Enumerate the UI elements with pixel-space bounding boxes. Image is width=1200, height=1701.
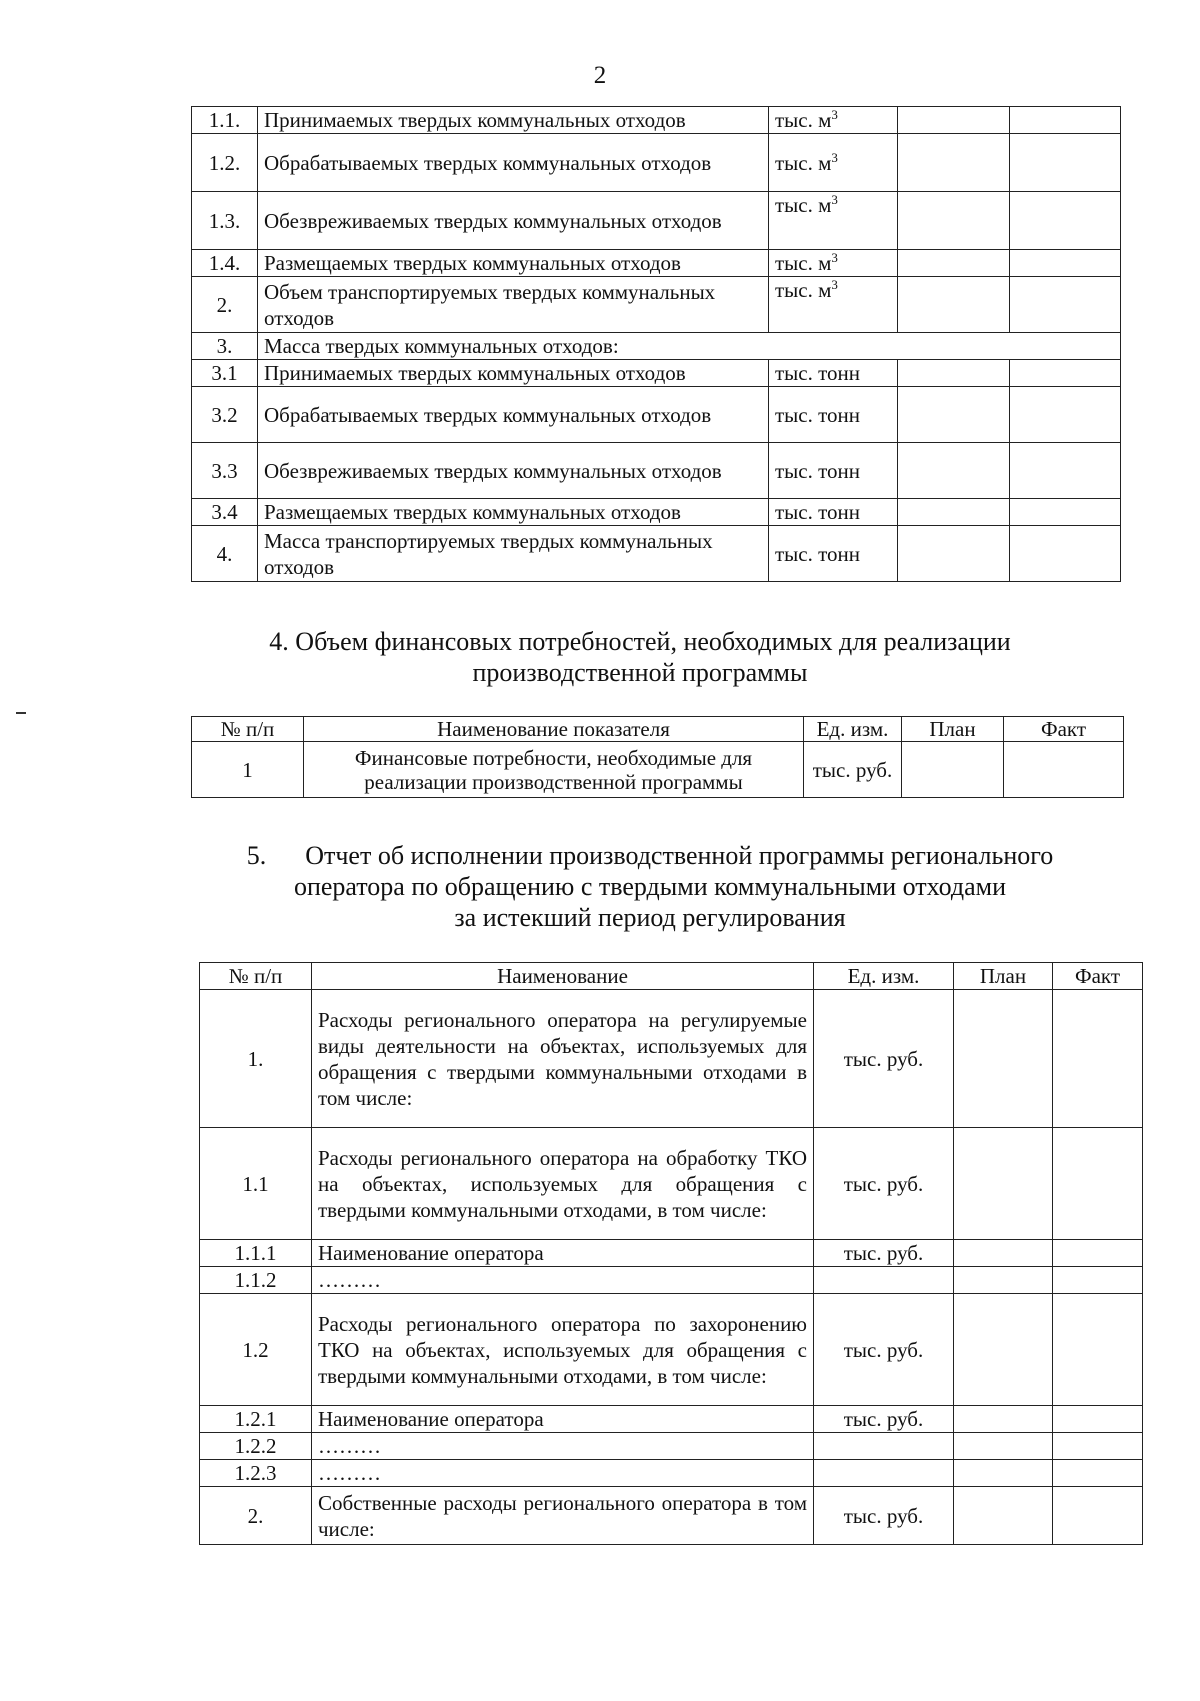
row-name: Расходы регионального оператора по захоронению ТКО на объектах, используемых для обращения с твердыми коммунальными отходами, в том числе: xyxy=(312,1294,814,1406)
plan-cell xyxy=(898,387,1010,443)
table-row xyxy=(192,107,1121,134)
plan-cell xyxy=(898,107,1010,134)
section-5-title-line-3: за истекший период регулирования xyxy=(454,903,846,932)
table-row xyxy=(192,742,1124,798)
row-number: 1.2.2 xyxy=(200,1433,312,1460)
header-name: Наименование xyxy=(312,963,814,990)
table-row xyxy=(200,1240,1143,1267)
table-header-row xyxy=(192,717,1124,742)
row-number: 2. xyxy=(200,1487,312,1545)
row-name: Принимаемых твердых коммунальных отходов xyxy=(258,107,769,134)
row-number: 1.4. xyxy=(192,250,258,277)
page-number: 2 xyxy=(593,62,607,89)
fact-cell xyxy=(1010,250,1121,277)
header-unit: Ед. изм. xyxy=(814,963,954,990)
row-number: 1.1. xyxy=(192,107,258,134)
table-row xyxy=(192,333,1121,360)
fact-cell xyxy=(1053,1406,1143,1433)
row-unit: тыс. $м^3$ xyxy=(769,277,898,333)
plan-cell xyxy=(954,1240,1053,1267)
row-unit: тыс. руб. xyxy=(814,1128,954,1240)
row-number: 1.2.3 xyxy=(200,1460,312,1487)
plan-cell xyxy=(954,1294,1053,1406)
row-number: 3.1 xyxy=(192,360,258,387)
row-name: Масса транспортируемых твердых коммунальных отходов xyxy=(258,526,769,582)
header-fact: Факт xyxy=(1053,963,1143,990)
row-number: 1.1.1 xyxy=(200,1240,312,1267)
row-unit: тыс. руб. xyxy=(804,742,902,798)
table-row xyxy=(192,250,1121,277)
row-unit: тыс. тонн xyxy=(769,526,898,582)
fact-cell xyxy=(1010,192,1121,250)
row-name: Обезвреживаемых твердых коммунальных отходов xyxy=(258,443,769,499)
table-row xyxy=(200,1294,1143,1406)
row-unit: тыс. $м^3$ xyxy=(769,107,898,134)
section-5-title-line-1: 5. Отчет об исполнении производственной программы регионального xyxy=(246,841,1054,870)
row-name: Обрабатываемых твердых коммунальных отходов xyxy=(258,387,769,443)
row-number: 1.3. xyxy=(192,192,258,250)
row-name: Расходы регионального оператора на регулируемые виды деятельности на объектах, используемых для обращения с твердыми коммунальными отходами в том числе: xyxy=(312,990,814,1128)
plan-cell xyxy=(954,1460,1053,1487)
row-name: Обезвреживаемых твердых коммунальных отходов xyxy=(258,192,769,250)
plan-cell xyxy=(898,192,1010,250)
table-row xyxy=(192,499,1121,526)
row-unit: тыс. $м^3$ xyxy=(769,250,898,277)
fact-cell xyxy=(1010,499,1121,526)
header-number: № п/п xyxy=(200,963,312,990)
header-fact: Факт xyxy=(1004,717,1124,742)
fact-cell xyxy=(1053,1460,1143,1487)
table-row xyxy=(192,192,1121,250)
fact-cell xyxy=(1010,387,1121,443)
table-row xyxy=(192,443,1121,499)
row-number: 3.2 xyxy=(192,387,258,443)
fact-cell xyxy=(1010,443,1121,499)
table-row xyxy=(200,1460,1143,1487)
plan-cell xyxy=(954,1487,1053,1545)
table-row xyxy=(200,990,1143,1128)
header-number: № п/п xyxy=(192,717,304,742)
fact-cell xyxy=(1010,360,1121,387)
plan-cell xyxy=(954,990,1053,1128)
plan-cell xyxy=(898,526,1010,582)
row-name: ……… xyxy=(312,1460,814,1487)
plan-cell xyxy=(898,250,1010,277)
table-row xyxy=(200,1267,1143,1294)
row-name: Размещаемых твердых коммунальных отходов xyxy=(258,250,769,277)
row-unit: тыс. тонн xyxy=(769,443,898,499)
section-4-title-line-2: производственной программы xyxy=(472,658,808,687)
row-name: Объем транспортируемых твердых коммунальных отходов xyxy=(258,277,769,333)
header-unit: Ед. изм. xyxy=(804,717,902,742)
row-number: 4. xyxy=(192,526,258,582)
row-name: Принимаемых твердых коммунальных отходов xyxy=(258,360,769,387)
row-unit: тыс. $м^3$ xyxy=(769,192,898,250)
section-5-title-line-2: оператора по обращению с твердыми коммунальными отходами xyxy=(293,872,1007,901)
section-5-title xyxy=(0,840,1200,933)
fact-cell xyxy=(1010,526,1121,582)
plan-cell xyxy=(954,1406,1053,1433)
table-row xyxy=(192,387,1121,443)
row-name: Финансовые потребности, необходимые для реализации производственной программы xyxy=(304,742,804,798)
fact-cell xyxy=(1010,107,1121,134)
table-row xyxy=(200,1406,1143,1433)
row-unit: тыс. руб. xyxy=(814,990,954,1128)
row-name: Наименование оператора xyxy=(312,1240,814,1267)
row-unit: тыс. тонн xyxy=(769,360,898,387)
row-number: 2. xyxy=(192,277,258,333)
row-unit xyxy=(814,1433,954,1460)
row-number: 1.2. xyxy=(192,134,258,192)
section-4-title-line-1: 4. Объем финансовых потребностей, необходимых для реализации xyxy=(269,627,1011,656)
row-unit: тыс. руб. xyxy=(814,1487,954,1545)
row-unit: тыс. $м^3$ xyxy=(769,134,898,192)
row-number: 3.4 xyxy=(192,499,258,526)
row-name: ……… xyxy=(312,1267,814,1294)
fact-cell xyxy=(1053,1294,1143,1406)
section-4-title xyxy=(0,626,1200,688)
plan-cell xyxy=(898,499,1010,526)
row-unit xyxy=(814,1460,954,1487)
row-number: 1.1 xyxy=(200,1128,312,1240)
header-plan: План xyxy=(902,717,1004,742)
row-name: Обрабатываемых твердых коммунальных отходов xyxy=(258,134,769,192)
table-row xyxy=(192,360,1121,387)
scan-mark xyxy=(16,712,26,714)
financial-needs-table xyxy=(191,716,1124,798)
table-row xyxy=(200,1128,1143,1240)
row-number: 3. xyxy=(192,333,258,360)
row-number: 1.2 xyxy=(200,1294,312,1406)
row-name: Размещаемых твердых коммунальных отходов xyxy=(258,499,769,526)
row-name: Масса твердых коммунальных отходов: xyxy=(258,333,1121,360)
table-row xyxy=(192,526,1121,582)
table-row xyxy=(200,1433,1143,1460)
row-unit: тыс. тонн xyxy=(769,499,898,526)
table-row xyxy=(192,277,1121,333)
row-name: ……… xyxy=(312,1433,814,1460)
row-name: Расходы регионального оператора на обработку ТКО на объектах, используемых для обращения с твердыми коммунальными отходами, в том числе: xyxy=(312,1128,814,1240)
table-header-row xyxy=(200,963,1143,990)
row-number: 1.2.1 xyxy=(200,1406,312,1433)
program-report-table xyxy=(199,962,1143,1545)
row-unit: тыс. руб. xyxy=(814,1406,954,1433)
row-number: 3.3 xyxy=(192,443,258,499)
table-row xyxy=(192,134,1121,192)
plan-cell xyxy=(902,742,1004,798)
row-unit: тыс. руб. xyxy=(814,1240,954,1267)
plan-cell xyxy=(898,134,1010,192)
fact-cell xyxy=(1010,134,1121,192)
fact-cell xyxy=(1053,1433,1143,1460)
row-unit xyxy=(814,1267,954,1294)
fact-cell xyxy=(1053,1240,1143,1267)
waste-volume-table xyxy=(191,106,1121,582)
fact-cell xyxy=(1010,277,1121,333)
fact-cell xyxy=(1004,742,1124,798)
plan-cell xyxy=(954,1128,1053,1240)
plan-cell xyxy=(898,360,1010,387)
plan-cell xyxy=(954,1433,1053,1460)
row-unit: тыс. руб. xyxy=(814,1294,954,1406)
fact-cell xyxy=(1053,990,1143,1128)
row-unit: тыс. тонн xyxy=(769,387,898,443)
row-number: 1 xyxy=(192,742,304,798)
plan-cell xyxy=(954,1267,1053,1294)
fact-cell xyxy=(1053,1267,1143,1294)
row-number: 1. xyxy=(200,990,312,1128)
table-row xyxy=(200,1487,1143,1545)
fact-cell xyxy=(1053,1487,1143,1545)
fact-cell xyxy=(1053,1128,1143,1240)
header-plan: План xyxy=(954,963,1053,990)
header-name: Наименование показателя xyxy=(304,717,804,742)
plan-cell xyxy=(898,443,1010,499)
row-name: Наименование оператора xyxy=(312,1406,814,1433)
plan-cell xyxy=(898,277,1010,333)
row-name: Собственные расходы регионального оператора в том числе: xyxy=(312,1487,814,1545)
row-number: 1.1.2 xyxy=(200,1267,312,1294)
